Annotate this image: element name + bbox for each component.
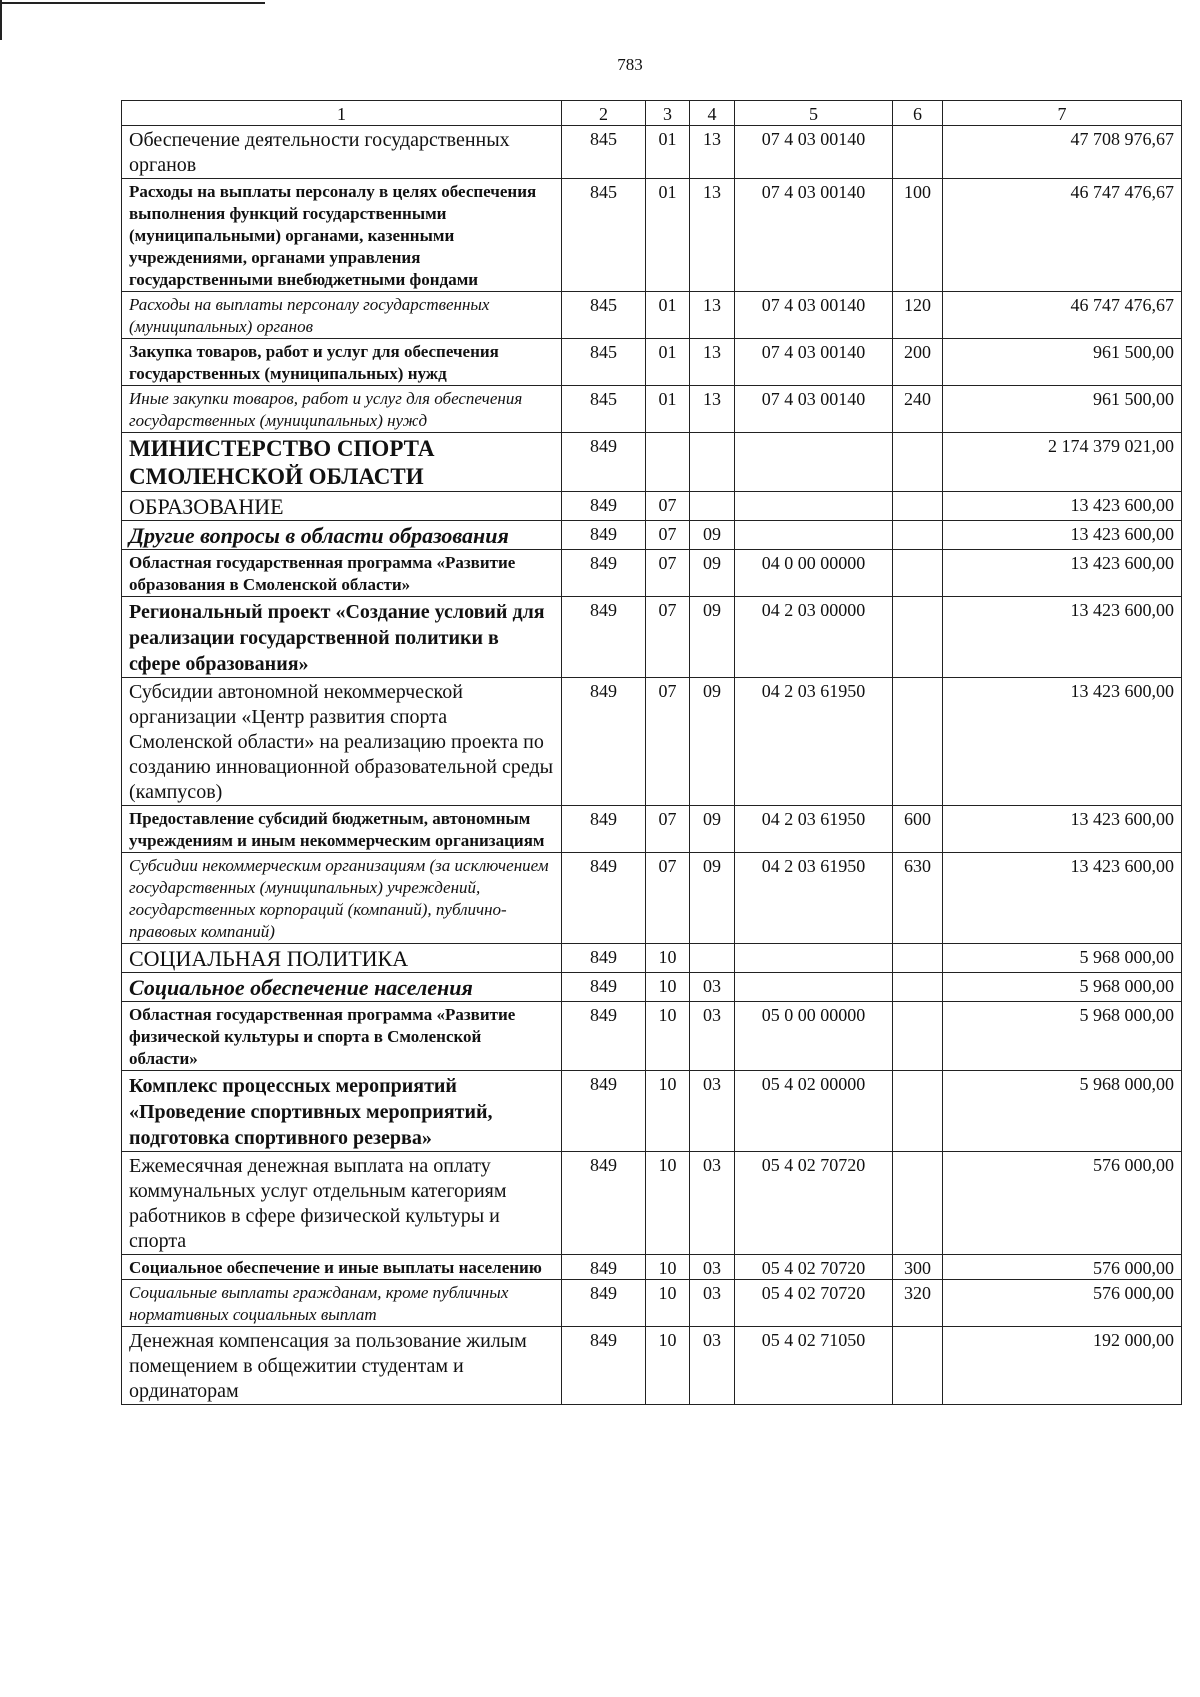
target-article-code	[735, 944, 893, 973]
table-row	[122, 433, 1182, 492]
budget-table	[121, 100, 1182, 1405]
row-name: Расходы на выплаты персоналу государственных (муниципальных) органов	[122, 292, 562, 339]
table-row	[122, 1280, 1182, 1327]
subsection-code: 03	[690, 1255, 735, 1280]
row-name: Субсидии некоммерческим организациям (за исключением государственных (муниципальных) учреждений, государственных корпораций (компаний), публично-правовых компаний)	[122, 853, 562, 944]
table-row	[122, 944, 1182, 973]
scan-edge-line	[0, 2, 265, 4]
target-article-code: 05 0 00 00000	[735, 1002, 893, 1071]
table-row	[122, 1152, 1182, 1255]
expense-type-code	[893, 1002, 943, 1071]
section-code: 10	[646, 1280, 690, 1327]
subsection-code: 03	[690, 1071, 735, 1152]
amount: 576 000,00	[943, 1255, 1182, 1280]
row-name: Иные закупки товаров, работ и услуг для обеспечения государственных (муниципальных) нужд	[122, 386, 562, 433]
expense-type-code: 320	[893, 1280, 943, 1327]
amount: 961 500,00	[943, 386, 1182, 433]
ministry-code: 849	[562, 597, 646, 678]
page-number: 783	[617, 55, 643, 74]
amount: 13 423 600,00	[943, 678, 1182, 806]
subsection-code: 13	[690, 386, 735, 433]
amount: 13 423 600,00	[943, 853, 1182, 944]
expense-type-code	[893, 1071, 943, 1152]
row-name: Областная государственная программа «Развитие физической культуры и спорта в Смоленской области»	[122, 1002, 562, 1071]
section-code: 01	[646, 339, 690, 386]
header-cell: 1	[122, 101, 562, 126]
target-article-code	[735, 521, 893, 550]
section-code: 10	[646, 1071, 690, 1152]
row-name: Предоставление субсидий бюджетным, автономным учреждениям и иным некоммерческим организациям	[122, 806, 562, 853]
row-name: Другие вопросы в области образования	[122, 521, 562, 550]
header-cell: 6	[893, 101, 943, 126]
amount: 576 000,00	[943, 1280, 1182, 1327]
row-name: СОЦИАЛЬНАЯ ПОЛИТИКА	[122, 944, 562, 973]
ministry-code: 845	[562, 179, 646, 292]
expense-type-code	[893, 973, 943, 1002]
header-cell: 2	[562, 101, 646, 126]
expense-type-code	[893, 433, 943, 492]
expense-type-code	[893, 1327, 943, 1405]
expense-type-code	[893, 521, 943, 550]
target-article-code: 05 4 02 70720	[735, 1152, 893, 1255]
amount: 5 968 000,00	[943, 1071, 1182, 1152]
subsection-code: 03	[690, 1280, 735, 1327]
ministry-code: 845	[562, 386, 646, 433]
target-article-code: 04 2 03 61950	[735, 806, 893, 853]
expense-type-code: 300	[893, 1255, 943, 1280]
target-article-code	[735, 973, 893, 1002]
amount: 5 968 000,00	[943, 973, 1182, 1002]
amount: 47 708 976,67	[943, 126, 1182, 179]
ministry-code: 849	[562, 1002, 646, 1071]
table-row	[122, 292, 1182, 339]
ministry-code: 849	[562, 806, 646, 853]
amount: 2 174 379 021,00	[943, 433, 1182, 492]
expense-type-code: 630	[893, 853, 943, 944]
section-code: 10	[646, 1002, 690, 1071]
amount: 961 500,00	[943, 339, 1182, 386]
row-name: Обеспечение деятельности государственных органов	[122, 126, 562, 179]
row-name: Социальное обеспечение населения	[122, 973, 562, 1002]
section-code: 07	[646, 597, 690, 678]
table-row	[122, 179, 1182, 292]
table-row	[122, 339, 1182, 386]
amount: 46 747 476,67	[943, 179, 1182, 292]
subsection-code: 03	[690, 1327, 735, 1405]
amount: 13 423 600,00	[943, 806, 1182, 853]
table-row	[122, 597, 1182, 678]
expense-type-code: 120	[893, 292, 943, 339]
ministry-code: 849	[562, 433, 646, 492]
ministry-code: 849	[562, 550, 646, 597]
table-row	[122, 550, 1182, 597]
section-code: 10	[646, 944, 690, 973]
expense-type-code	[893, 550, 943, 597]
ministry-code: 845	[562, 292, 646, 339]
ministry-code: 849	[562, 1071, 646, 1152]
table-row	[122, 126, 1182, 179]
header-cell: 3	[646, 101, 690, 126]
target-article-code: 05 4 02 71050	[735, 1327, 893, 1405]
budget-table-body	[122, 101, 1182, 1405]
subsection-code: 13	[690, 292, 735, 339]
amount: 13 423 600,00	[943, 550, 1182, 597]
target-article-code: 04 2 03 00000	[735, 597, 893, 678]
subsection-code: 13	[690, 126, 735, 179]
row-name: Региональный проект «Создание условий для реализации государственной политики в сфере образования»	[122, 597, 562, 678]
section-code: 07	[646, 853, 690, 944]
section-code: 01	[646, 179, 690, 292]
section-code: 07	[646, 492, 690, 521]
amount: 13 423 600,00	[943, 492, 1182, 521]
amount: 5 968 000,00	[943, 944, 1182, 973]
target-article-code: 07 4 03 00140	[735, 126, 893, 179]
amount: 576 000,00	[943, 1152, 1182, 1255]
section-code: 07	[646, 521, 690, 550]
amount: 13 423 600,00	[943, 597, 1182, 678]
section-code: 07	[646, 806, 690, 853]
target-article-code: 04 2 03 61950	[735, 678, 893, 806]
row-name: Расходы на выплаты персоналу в целях обеспечения выполнения функций государственными (муниципальными) органами, казенными учреждениями, органами управления государственными внебюджетными фондами	[122, 179, 562, 292]
section-code: 10	[646, 973, 690, 1002]
amount: 192 000,00	[943, 1327, 1182, 1405]
target-article-code: 07 4 03 00140	[735, 386, 893, 433]
subsection-code: 03	[690, 973, 735, 1002]
ministry-code: 849	[562, 521, 646, 550]
row-name: Областная государственная программа «Развитие образования в Смоленской области»	[122, 550, 562, 597]
table-row	[122, 1002, 1182, 1071]
scan-edge-line-vertical	[0, 0, 2, 40]
section-code	[646, 433, 690, 492]
subsection-code: 03	[690, 1152, 735, 1255]
ministry-code: 849	[562, 678, 646, 806]
target-article-code: 07 4 03 00140	[735, 179, 893, 292]
expense-type-code: 600	[893, 806, 943, 853]
table-row	[122, 853, 1182, 944]
section-code: 10	[646, 1152, 690, 1255]
table-row	[122, 678, 1182, 806]
header-cell: 5	[735, 101, 893, 126]
table-row	[122, 521, 1182, 550]
ministry-code: 849	[562, 1152, 646, 1255]
section-code: 01	[646, 292, 690, 339]
subsection-code: 09	[690, 521, 735, 550]
subsection-code: 09	[690, 853, 735, 944]
row-name: ОБРАЗОВАНИЕ	[122, 492, 562, 521]
header-cell: 7	[943, 101, 1182, 126]
row-name: МИНИСТЕРСТВО СПОРТА СМОЛЕНСКОЙ ОБЛАСТИ	[122, 433, 562, 492]
target-article-code: 07 4 03 00140	[735, 292, 893, 339]
subsection-code: 13	[690, 339, 735, 386]
expense-type-code: 200	[893, 339, 943, 386]
target-article-code: 05 4 02 70720	[735, 1280, 893, 1327]
subsection-code: 09	[690, 550, 735, 597]
expense-type-code	[893, 126, 943, 179]
ministry-code: 845	[562, 339, 646, 386]
ministry-code: 849	[562, 944, 646, 973]
target-article-code: 05 4 02 00000	[735, 1071, 893, 1152]
amount: 46 747 476,67	[943, 292, 1182, 339]
table-row	[122, 492, 1182, 521]
row-name: Денежная компенсация за пользование жилым помещением в общежитии студентам и ординаторам	[122, 1327, 562, 1405]
target-article-code	[735, 492, 893, 521]
subsection-code	[690, 492, 735, 521]
expense-type-code	[893, 678, 943, 806]
subsection-code	[690, 944, 735, 973]
section-code: 01	[646, 126, 690, 179]
expense-type-code	[893, 1152, 943, 1255]
table-row	[122, 1255, 1182, 1280]
ministry-code: 849	[562, 973, 646, 1002]
target-article-code: 04 2 03 61950	[735, 853, 893, 944]
ministry-code: 849	[562, 492, 646, 521]
row-name: Комплекс процессных мероприятий «Проведение спортивных мероприятий, подготовка спортивного резерва»	[122, 1071, 562, 1152]
target-article-code	[735, 433, 893, 492]
subsection-code: 09	[690, 806, 735, 853]
table-row	[122, 806, 1182, 853]
expense-type-code: 100	[893, 179, 943, 292]
section-code: 10	[646, 1255, 690, 1280]
subsection-code: 09	[690, 597, 735, 678]
section-code: 10	[646, 1327, 690, 1405]
target-article-code: 05 4 02 70720	[735, 1255, 893, 1280]
row-name: Ежемесячная денежная выплата на оплату коммунальных услуг отдельным категориям работников в сфере физической культуры и спорта	[122, 1152, 562, 1255]
expense-type-code: 240	[893, 386, 943, 433]
amount: 13 423 600,00	[943, 521, 1182, 550]
row-name: Субсидии автономной некоммерческой организации «Центр развития спорта Смоленской области» на реализацию проекта по созданию инновационной образовательной среды (кампусов)	[122, 678, 562, 806]
header-cell: 4	[690, 101, 735, 126]
subsection-code	[690, 433, 735, 492]
header-row	[122, 101, 1182, 126]
ministry-code: 849	[562, 1327, 646, 1405]
subsection-code: 03	[690, 1002, 735, 1071]
ministry-code: 849	[562, 1255, 646, 1280]
table-row	[122, 386, 1182, 433]
row-name: Социальные выплаты гражданам, кроме публичных нормативных социальных выплат	[122, 1280, 562, 1327]
row-name: Социальное обеспечение и иные выплаты населению	[122, 1255, 562, 1280]
table-row	[122, 973, 1182, 1002]
amount: 5 968 000,00	[943, 1002, 1182, 1071]
section-code: 07	[646, 678, 690, 806]
expense-type-code	[893, 492, 943, 521]
expense-type-code	[893, 597, 943, 678]
subsection-code: 09	[690, 678, 735, 806]
target-article-code: 07 4 03 00140	[735, 339, 893, 386]
section-code: 01	[646, 386, 690, 433]
row-name: Закупка товаров, работ и услуг для обеспечения государственных (муниципальных) нужд	[122, 339, 562, 386]
ministry-code: 849	[562, 853, 646, 944]
ministry-code: 849	[562, 1280, 646, 1327]
ministry-code: 845	[562, 126, 646, 179]
subsection-code: 13	[690, 179, 735, 292]
expense-type-code	[893, 944, 943, 973]
table-row	[122, 1327, 1182, 1405]
table-row	[122, 1071, 1182, 1152]
section-code: 07	[646, 550, 690, 597]
target-article-code: 04 0 00 00000	[735, 550, 893, 597]
